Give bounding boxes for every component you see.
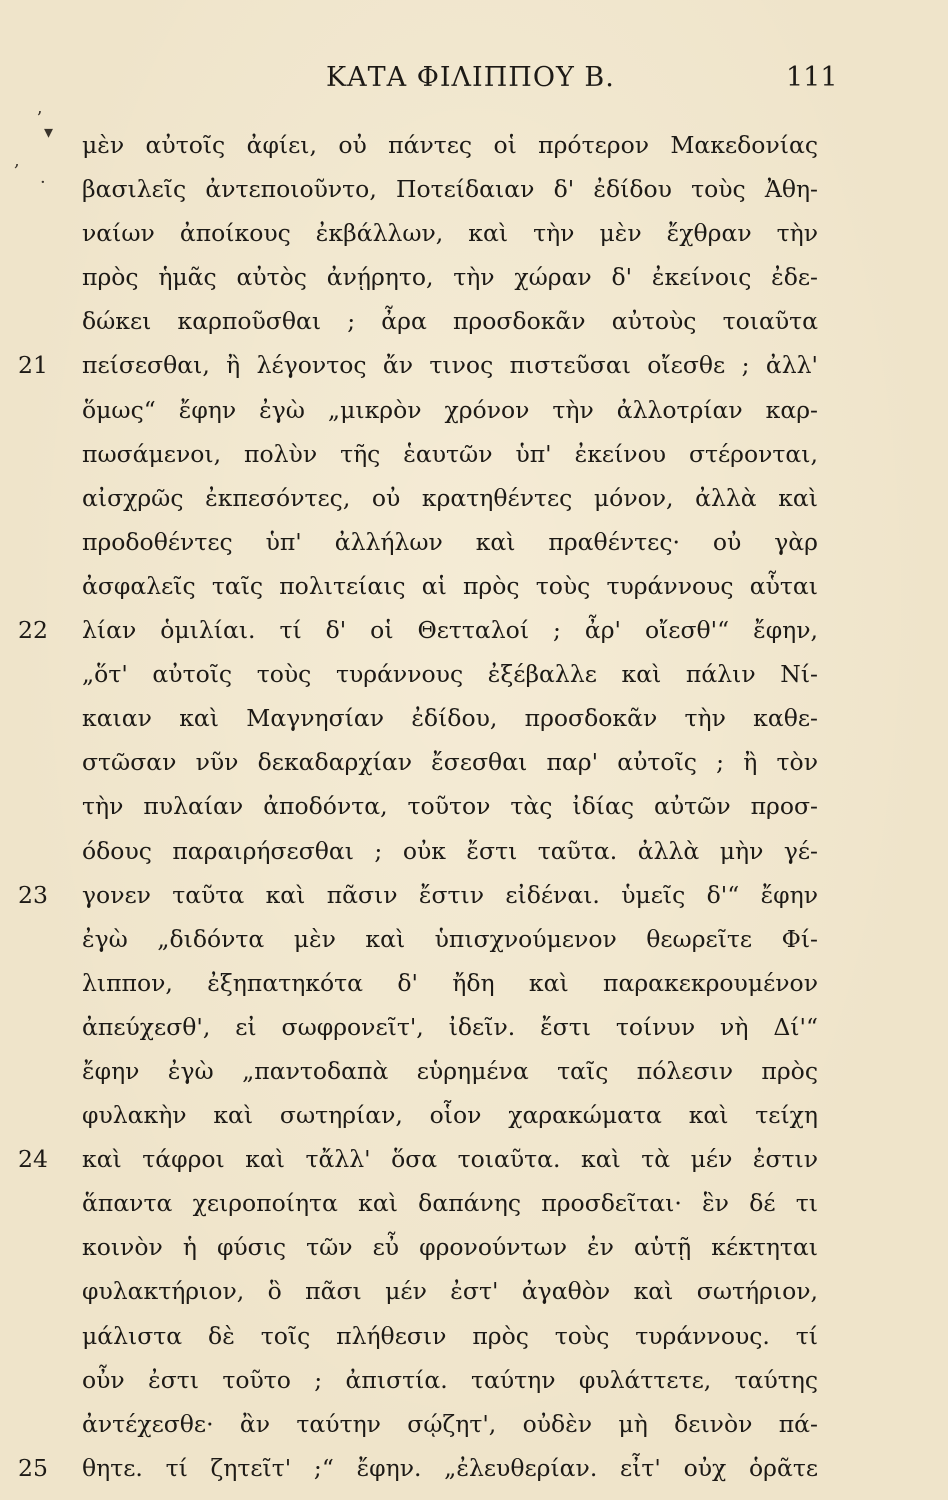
body-text bbox=[0, 124, 948, 1491]
line-text: τὴν πυλαίαν ἀποδόντα, τοῦτον τὰς ἰδίας αὐτῶν προσ- bbox=[82, 792, 818, 821]
line-text: γονεν ταῦτα καὶ πᾶσιν ἔστιν εἰδέναι. ὑμεῖς δ'“ ἔφην bbox=[82, 880, 818, 909]
section-number: 21 bbox=[18, 351, 48, 380]
line-text: ἀσφαλεῖς ταῖς πολιτείαις αἱ πρὸς τοὺς τυράννους αὗται bbox=[82, 571, 818, 600]
text-line bbox=[0, 1006, 948, 1050]
text-line bbox=[0, 212, 948, 256]
text-line bbox=[0, 962, 948, 1006]
text-line bbox=[0, 1094, 948, 1138]
text-line bbox=[0, 389, 948, 433]
text-line bbox=[0, 168, 948, 212]
text-line bbox=[0, 1270, 948, 1314]
line-text: δώκει καρποῦσθαι ; ἆρα προσδοκᾶν αὐτοὺς τοιαῦτα bbox=[82, 307, 818, 336]
line-text: κοινὸν ἡ φύσις τῶν εὖ φρονούντων ἐν αὑτῇ κέκτηται bbox=[82, 1233, 818, 1262]
line-text: πρὸς ἡμᾶς αὐτὸς ἀνῄρητο, τὴν χώραν δ' ἐκείνοις ἐδε- bbox=[82, 263, 818, 292]
text-line bbox=[0, 830, 948, 874]
line-text: βασιλεῖς ἀντεποιοῦντο, Ποτείδαιαν δ' ἐδίδου τοὺς Ἀθη- bbox=[82, 175, 818, 204]
line-text: όδους παραιρήσεσθαι ; οὐκ ἔστι ταῦτα. ἀλλὰ μὴν γέ- bbox=[82, 836, 818, 865]
line-text: καιαν καὶ Μαγνησίαν ἐδίδου, προσδοκᾶν τὴν καθε- bbox=[82, 704, 818, 733]
page-header bbox=[0, 62, 948, 102]
section-number: 25 bbox=[18, 1453, 48, 1482]
text-line bbox=[0, 741, 948, 785]
running-title: ΚΑΤΑ ΦΙΛΙΠΠΟΥ Β. bbox=[326, 62, 615, 93]
line-text: στῶσαν νῦν δεκαδαρχίαν ἔσεσθαι παρ' αὐτοῖς ; ἢ τὸν bbox=[82, 748, 818, 777]
text-line bbox=[0, 697, 948, 741]
margin-speck: ʼ bbox=[36, 108, 42, 129]
text-line bbox=[0, 1138, 948, 1182]
text-line bbox=[0, 785, 948, 829]
margin-speck: , bbox=[14, 150, 20, 171]
line-text: αἰσχρῶς ἐκπεσόντες, οὐ κρατηθέντες μόνον, ἀλλὰ καὶ bbox=[82, 483, 818, 512]
text-line bbox=[0, 1050, 948, 1094]
text-line bbox=[0, 1315, 948, 1359]
text-line bbox=[0, 918, 948, 962]
page-number: 111 bbox=[786, 62, 838, 93]
text-line bbox=[0, 256, 948, 300]
line-text: ναίων ἀποίκους ἐκβάλλων, καὶ τὴν μὲν ἔχθραν τὴν bbox=[82, 219, 818, 248]
text-line bbox=[0, 477, 948, 521]
section-number: 24 bbox=[18, 1145, 48, 1174]
line-text: λίαν ὁμιλίαι. τί δ' οἱ Θετταλοί ; ἆρ' οἴεσθ'“ ἔφην, bbox=[82, 616, 818, 645]
line-text: προδοθέντες ὑπ' ἀλλήλων καὶ πραθέντες· οὐ γὰρ bbox=[82, 527, 818, 556]
line-text: ὅμως“ ἔφην ἐγὼ „μικρὸν χρόνον τὴν ἀλλοτρίαν καρ- bbox=[82, 395, 818, 424]
line-text: ἐγὼ „διδόντα μὲν καὶ ὑπισχνούμενον θεωρεῖτε Φί- bbox=[82, 924, 818, 953]
line-text: θητε. τί ζητεῖτ' ;“ ἔφην. „ἐλευθερίαν. εἶτ' οὐχ ὁρᾶτε bbox=[82, 1453, 818, 1482]
line-text: πείσεσθαι, ἢ λέγοντος ἄν τινος πιστεῦσαι οἴεσθε ; ἀλλ' bbox=[82, 351, 818, 380]
text-line bbox=[0, 609, 948, 653]
line-text: φυλακὴν καὶ σωτηρίαν, οἷον χαρακώματα καὶ τείχη bbox=[82, 1101, 818, 1130]
line-text: φυλακτήριον, ὃ πᾶσι μέν ἐστ' ἀγαθὸν καὶ σωτήριον, bbox=[82, 1277, 818, 1306]
text-line bbox=[0, 1359, 948, 1403]
line-text: λιππον, ἐξηπατηκότα δ' ἤδη καὶ παρακεκρουμένον bbox=[82, 968, 818, 997]
text-line bbox=[0, 1226, 948, 1270]
line-text: ἀπεύχεσθ', εἰ σωφρονεῖτ', ἰδεῖν. ἔστι τοίνυν νὴ Δί'“ bbox=[82, 1012, 818, 1041]
margin-speck: · bbox=[40, 172, 46, 193]
line-text: μάλιστα δὲ τοῖς πλήθεσιν πρὸς τοὺς τυράννους. τί bbox=[82, 1321, 818, 1350]
text-line bbox=[0, 874, 948, 918]
line-text: ἅπαντα χειροποίητα καὶ δαπάνης προσδεῖται· ἓν δέ τι bbox=[82, 1189, 818, 1218]
line-text: ἀντέχεσθε· ἂν ταύτην σῴζητ', οὐδὲν μὴ δεινὸν πά- bbox=[82, 1409, 818, 1438]
line-text: „ὅτ' αὐτοῖς τοὺς τυράννους ἐξέβαλλε καὶ πάλιν Νί- bbox=[82, 660, 818, 689]
line-text: πωσάμενοι, πολὺν τῆς ἑαυτῶν ὑπ' ἐκείνου στέρονται, bbox=[82, 439, 818, 468]
text-line bbox=[0, 1447, 948, 1491]
text-line bbox=[0, 124, 948, 168]
section-number: 23 bbox=[18, 880, 48, 909]
text-line bbox=[0, 1403, 948, 1447]
line-text: μὲν αὐτοῖς ἀφίει, οὐ πάντες οἱ πρότερον Μακεδονίας bbox=[82, 131, 818, 159]
text-line bbox=[0, 521, 948, 565]
text-line bbox=[0, 344, 948, 388]
margin-speck: ▾ bbox=[44, 122, 54, 143]
text-line bbox=[0, 565, 948, 609]
text-line bbox=[0, 300, 948, 344]
line-text: οὖν ἐστι τοῦτο ; ἀπιστία. ταύτην φυλάττετε, ταύτης bbox=[82, 1365, 818, 1394]
text-line bbox=[0, 1182, 948, 1226]
text-line bbox=[0, 653, 948, 697]
section-number: 22 bbox=[18, 616, 48, 645]
line-text: καὶ τάφροι καὶ τἄλλ' ὅσα τοιαῦτα. καὶ τὰ μέν ἐστιν bbox=[82, 1145, 818, 1174]
text-line bbox=[0, 433, 948, 477]
line-text: ἔφην ἐγὼ „παντοδαπὰ εὑρημένα ταῖς πόλεσιν πρὸς bbox=[82, 1056, 818, 1085]
